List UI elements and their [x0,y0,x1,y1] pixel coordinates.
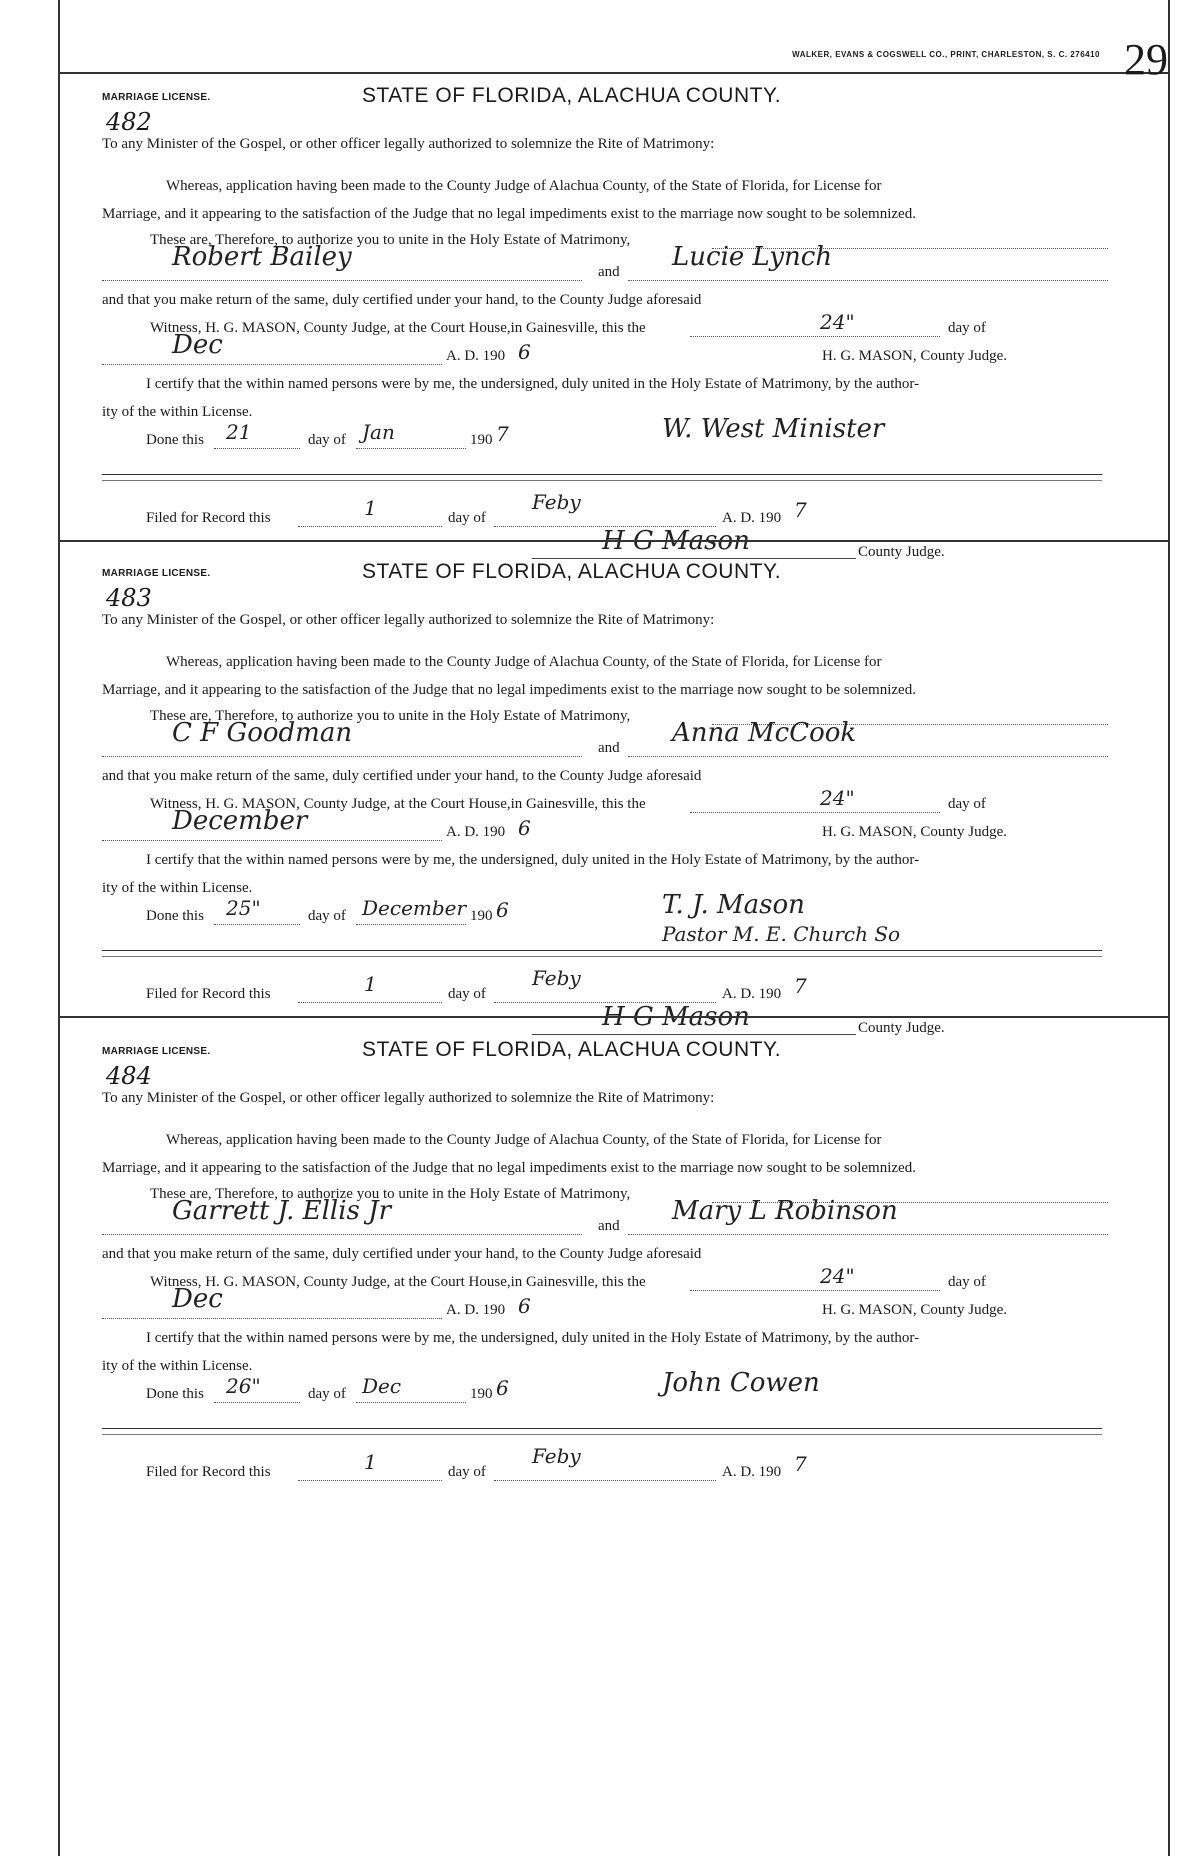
address-line: To any Minister of the Gospel, or other officer legally authorized to solemnize the Rite of Matrimony: [102,1090,715,1106]
and-label: and [598,264,620,280]
done-label: Done this [146,1386,204,1402]
filed-ad: A. D. 190 [722,510,782,526]
bride-fill [628,1234,1108,1235]
done-label: Done this [146,432,204,448]
witness-year: 6 [518,816,531,840]
bride-name: Anna McCook [672,718,857,748]
certify-line: I certify that the within named persons were by me, the undersigned, duly united in the Holy Estate of Matrimony, by the author- [146,1330,920,1346]
witness-line: Witness, H. G. MASON, County Judge, at the Court House,in Gainesville, this the [150,1274,646,1290]
and-label: and [598,1218,620,1234]
witness-day-of: day of [948,320,986,336]
groom-fill [102,1234,582,1235]
filing-rule [102,950,1102,951]
judge-signature: H G Mason [602,1002,750,1032]
filed-day: 1 [364,496,377,520]
officiant-signature: T. J. Mason [662,890,805,920]
whereas-line: Whereas, application having been made to the County Judge of Alachua County, of the State of Florida, for License for [166,654,882,670]
license-number: 482 [106,108,152,136]
done-month-fill [356,448,466,449]
done-day-of: day of [308,908,346,924]
witness-day: 24" [820,786,855,810]
filing-rule [102,1428,1102,1429]
filing-rule-inner [102,480,1102,481]
witness-year: 6 [518,340,531,364]
witness-line: Witness, H. G. MASON, County Judge, at the Court House,in Gainesville, this the [150,796,646,812]
bride-name: Mary L Robinson [672,1196,898,1226]
groom-name: Garrett J. Ellis Jr [172,1196,391,1226]
done-year-label: 190 [470,1386,493,1402]
license-heading: STATE OF FLORIDA, ALACHUA COUNTY. [362,1038,782,1061]
witness-ad: A. D. 190 [446,824,506,840]
witness-day-fill [690,812,940,813]
witness-day: 24" [820,1264,855,1288]
filed-label: Filed for Record this [146,1464,271,1480]
county-judge-label: County Judge. [858,1020,945,1036]
witness-month: Dec [172,330,223,360]
done-day-fill [214,448,300,449]
filed-ad: A. D. 190 [722,1464,782,1480]
marriage-line: Marriage, and it appearing to the satisfaction of the Judge that no legal impediments exist to the marriage now sought to be solemnized. [102,206,916,222]
whereas-line: Whereas, application having been made to the County Judge of Alachua County, of the State of Florida, for License for [166,1132,882,1148]
done-month-fill [356,924,466,925]
done-year-label: 190 [470,908,493,924]
left-margin-rule [58,0,60,1856]
witness-day-of: day of [948,1274,986,1290]
marriage-line: Marriage, and it appearing to the satisfaction of the Judge that no legal impediments exist to the marriage now sought to be solemnized. [102,1160,916,1176]
filing-rule [102,474,1102,475]
witness-day-fill [690,1290,940,1291]
filed-day: 1 [364,1450,377,1474]
marriage-line: Marriage, and it appearing to the satisfaction of the Judge that no legal impediments exist to the marriage now sought to be solemnized. [102,682,916,698]
filed-day-fill [298,526,442,527]
printer-imprint: WALKER, EVANS & COGSWELL CO., PRINT, CHARLESTON, S. C. 276410 [792,50,1100,59]
and-label: and [598,740,620,756]
filed-day-of: day of [448,986,486,1002]
address-line: To any Minister of the Gospel, or other officer legally authorized to solemnize the Rite of Matrimony: [102,612,715,628]
license-number: 484 [106,1062,152,1090]
groom-fill [102,280,582,281]
done-month: Dec [362,1374,402,1398]
authority-line: ity of the within License. [102,880,253,896]
done-year: 6 [496,1376,509,1400]
witness-month-fill [102,364,442,365]
address-line: To any Minister of the Gospel, or other officer legally authorized to solemnize the Rite of Matrimony: [102,136,715,152]
done-day-of: day of [308,1386,346,1402]
witness-ad: A. D. 190 [446,1302,506,1318]
filed-day: 1 [364,972,377,996]
officiant-signature: W. West Minister [662,414,885,444]
done-month: Jan [362,420,395,444]
witness-day-fill [690,336,940,337]
authorize-line: These are, Therefore, to authorize you to unite in the Holy Estate of Matrimony, [150,708,631,724]
filed-label: Filed for Record this [146,510,271,526]
judge-signature-printed: H. G. MASON, County Judge. [822,348,1008,364]
filed-day-fill [298,1002,442,1003]
done-year: 7 [496,422,509,446]
certify-line: I certify that the within named persons were by me, the undersigned, duly united in the Holy Estate of Matrimony, by the author- [146,376,920,392]
witness-month-fill [102,1318,442,1319]
filing-rule-inner [102,956,1102,957]
certify-line: I certify that the within named persons were by me, the undersigned, duly united in the Holy Estate of Matrimony, by the author- [146,852,920,868]
witness-year: 6 [518,1294,531,1318]
county-judge-label: County Judge. [858,544,945,560]
filed-label: Filed for Record this [146,986,271,1002]
authority-line: ity of the within License. [102,404,253,420]
judge-signature: H G Mason [602,526,750,556]
filing-rule-inner [102,1434,1102,1435]
done-day: 26" [226,1374,261,1398]
done-day-fill [214,1402,300,1403]
whereas-line: Whereas, application having been made to the County Judge of Alachua County, of the State of Florida, for License for [166,178,882,194]
witness-month: Dec [172,1284,223,1314]
done-month-fill [356,1402,466,1403]
right-margin-rule [1168,0,1170,1856]
done-year: 6 [496,898,509,922]
license-label: MARRIAGE LICENSE. [102,568,211,579]
judge-signature-printed: H. G. MASON, County Judge. [822,824,1008,840]
groom-name: Robert Bailey [172,242,352,272]
return-line: and that you make return of the same, duly certified under your hand, to the County Judge aforesaid [102,768,702,784]
judge-signature-printed: H. G. MASON, County Judge. [822,1302,1008,1318]
done-day-fill [214,924,300,925]
done-year-label: 190 [470,432,493,448]
groom-fill [102,756,582,757]
done-day: 25" [226,896,261,920]
license-number: 483 [106,584,152,612]
license-label: MARRIAGE LICENSE. [102,1046,211,1057]
license-divider [58,1016,1170,1018]
filed-month: Feby [532,966,581,990]
filed-month-fill [494,1480,716,1481]
license-divider [58,540,1170,542]
officiant-signature: John Cowen [662,1368,820,1398]
filed-month: Feby [532,490,581,514]
filed-day-of: day of [448,1464,486,1480]
filed-month: Feby [532,1444,581,1468]
top-rule [58,72,1170,74]
witness-day-of: day of [948,796,986,812]
bride-name: Lucie Lynch [672,242,833,272]
filed-day-fill [298,1480,442,1481]
license-heading: STATE OF FLORIDA, ALACHUA COUNTY. [362,84,782,107]
filed-year: 7 [794,1452,807,1476]
authorize-line: These are, Therefore, to authorize you to unite in the Holy Estate of Matrimony, [150,232,631,248]
done-day: 21 [226,420,252,444]
witness-month-fill [102,840,442,841]
judge-signature-line [532,558,856,559]
done-day-of: day of [308,432,346,448]
return-line: and that you make return of the same, duly certified under your hand, to the County Judge aforesaid [102,1246,702,1262]
witness-ad: A. D. 190 [446,348,506,364]
license-label: MARRIAGE LICENSE. [102,92,211,103]
witness-line: Witness, H. G. MASON, County Judge, at the Court House,in Gainesville, this the [150,320,646,336]
witness-day: 24" [820,310,855,334]
filed-ad: A. D. 190 [722,986,782,1002]
done-label: Done this [146,908,204,924]
done-month: December [362,896,467,920]
witness-month: December [172,806,308,836]
officiant-title: Pastor M. E. Church So [662,922,901,946]
return-line: and that you make return of the same, duly certified under your hand, to the County Judge aforesaid [102,292,702,308]
bride-fill [628,756,1108,757]
authorize-line: These are, Therefore, to authorize you to unite in the Holy Estate of Matrimony, [150,1186,631,1202]
filed-year: 7 [794,498,807,522]
judge-signature-line [532,1034,856,1035]
authority-line: ity of the within License. [102,1358,253,1374]
bride-fill [628,280,1108,281]
groom-name: C F Goodman [172,718,353,748]
license-heading: STATE OF FLORIDA, ALACHUA COUNTY. [362,560,782,583]
page-number: 29 [1124,35,1168,84]
filed-year: 7 [794,974,807,998]
filed-day-of: day of [448,510,486,526]
